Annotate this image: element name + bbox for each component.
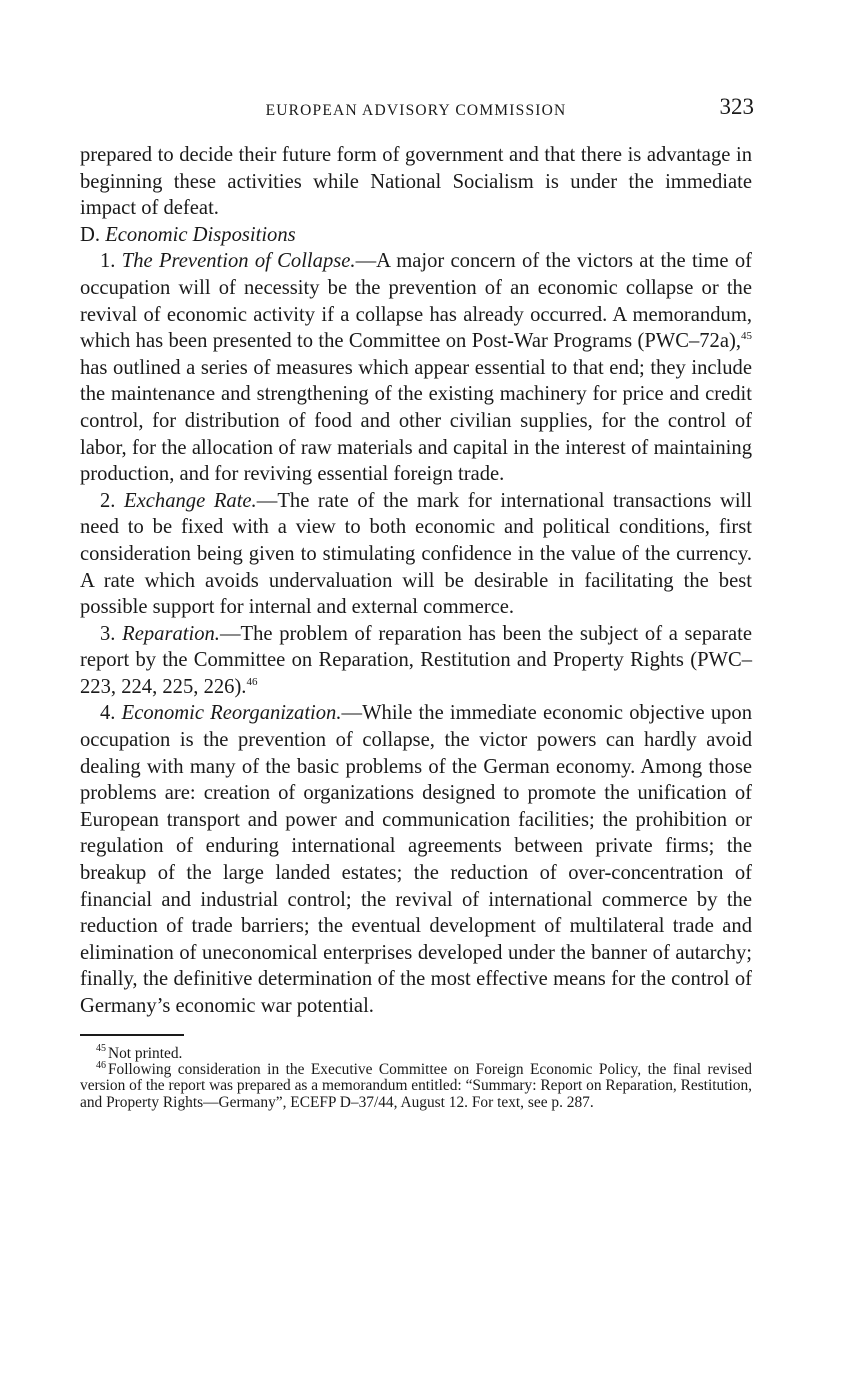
section-letter: D. <box>80 223 101 246</box>
item-number: 1. <box>100 250 116 273</box>
footnote-marker: 45 <box>96 1043 106 1055</box>
item-number: 2. <box>100 489 116 512</box>
item-text: —The problem of reparation has been the subject of a separate report by the Committee on Reparation, Restitution and Property Rights (PWC–223, 224, 225, 226). <box>80 622 752 698</box>
item-title: Economic Reorganization. <box>121 702 342 725</box>
item-text: —The rate of the mark for international transactions will need to be fixed with a view to both economic and political conditions, first consideration being given to stimulating confidence in the value of the currency. A rate which avoids undervaluation will be desirable in facilitating the best possible support for internal and external commerce. <box>80 489 752 619</box>
footnote-reference: 46 <box>246 676 258 689</box>
footnotes <box>80 1043 752 1112</box>
footnote-text: Following consideration in the Executive Committee on Foreign Economic Policy, the final revised version of the report was prepared as a memorandum entitled: “Summary: Report on Reparation, Restitution, and Property Rights—Germany”, ECEFP D–37/44, August 12. For text, see p. 287. <box>80 1061 752 1111</box>
item-title: Exchange Rate. <box>124 489 257 512</box>
paragraph-exchange-rate <box>80 488 752 621</box>
footnote-divider <box>80 1034 184 1036</box>
footnote-45 <box>80 1043 752 1062</box>
item-number: 4. <box>100 702 116 725</box>
running-head: EUROPEAN ADVISORY COMMISSION <box>265 102 567 119</box>
paragraph-economic-reorganization <box>80 700 752 1019</box>
item-text: —A major concern of the victors at the time of occupation will of necessity be the prevention of an economic collapse or the revival of economic activity if a collapse has already occurred. A memorandum, which has been presented to the Committee on Post-War Programs (PWC–72a), <box>80 250 753 353</box>
item-text: —While the immediate economic objective upon occupation is the prevention of collapse, the victor powers can hardly avoid dealing with many of the basic problems of the German economy. Among those problems are: creation of organizations designed to promote the unification of European transport and power and communication facilities; the prohibition or regulation of enduring international agreements between private firms; the breakup of the large landed estates; the reduction of over-concentration of financial and industrial control; the revival of international commerce by the reduction of trade barriers; the eventual development of multilateral trade and elimination of uneconomical enterprises developed under the banner of autarchy; finally, the definitive determination of the most effective means for the control of Germany’s economic war potential. <box>80 702 753 1017</box>
footnote-reference: 45 <box>741 330 752 343</box>
footnote-46 <box>80 1059 752 1111</box>
page-header <box>80 92 752 128</box>
document-page <box>80 92 752 1111</box>
paragraph-prevention-of-collapse <box>80 248 752 487</box>
section-heading <box>80 222 752 249</box>
page-number: 323 <box>719 94 754 119</box>
item-text-continued: has outlined a series of measures which appear essential to that end; they include the maintenance and strengthening of the existing machinery for price and credit control, for distribution of food and other civilian supplies, for the control of labor, for the allocation of raw materials and capital in the interest of maintaining production, and for reviving essential foreign trade. <box>80 356 752 486</box>
footnote-marker: 46 <box>96 1059 106 1071</box>
item-title: Reparation. <box>122 622 220 645</box>
body-text <box>80 142 752 1020</box>
section-title: Economic Dispositions <box>105 223 296 246</box>
item-number: 3. <box>100 622 116 645</box>
paragraph-reparation <box>80 621 752 701</box>
footnote-text: Not printed. <box>108 1044 183 1062</box>
item-title: The Prevention of Collapse. <box>121 250 356 273</box>
opening-paragraph: prepared to decide their future form of government and that there is advantage in beginning these activities while National Socialism is under the immediate impact of defeat. <box>80 144 752 220</box>
